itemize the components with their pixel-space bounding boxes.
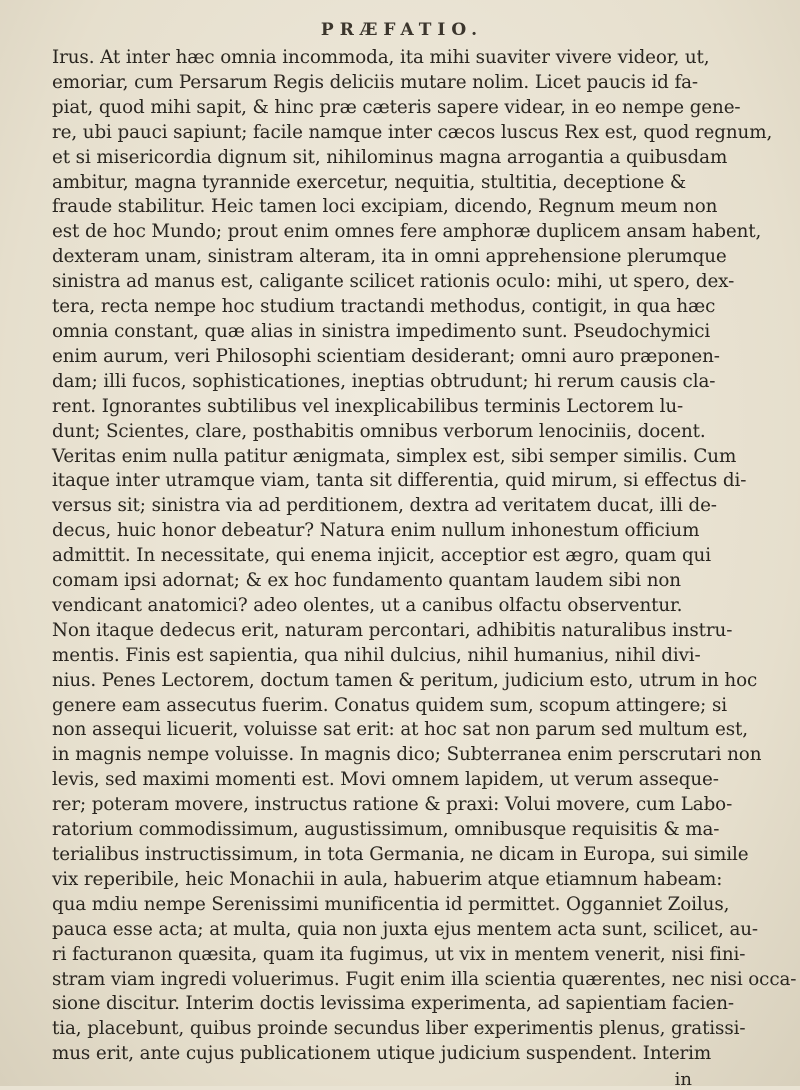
catchword: in bbox=[674, 1069, 692, 1090]
text-line: stram viam ingredi voluerimus. Fugit enim illa scientia quærentes, nec nisi occa- bbox=[52, 968, 797, 990]
text-line: versus sit; sinistra via ad perditionem, dextra ad veritatem ducat, illi de- bbox=[52, 495, 717, 517]
text-line: pauca esse acta; at multa, quia non juxta ejus mentem acta sunt, scilicet, au- bbox=[52, 918, 758, 940]
page-header: PRÆFATIO. bbox=[320, 20, 484, 40]
text-line: piat, quod mihi sapit, & hinc præ cæteris sapere videar, in eo nempe gene- bbox=[52, 96, 741, 118]
text-line: est de hoc Mundo; prout enim omnes fere amphoræ duplicem ansam habent, bbox=[52, 221, 762, 243]
text-line: rer; poteram movere, instructus ratione & praxi: Volui movere, cum Labo- bbox=[52, 794, 733, 816]
text-line: et si misericordia dignum sit, nihilominus magna arrogantia a quibusdam bbox=[52, 146, 728, 168]
text-line: levis, sed maximi momenti est. Movi omnem lapidem, ut verum assequе- bbox=[52, 769, 719, 791]
text-line: re, ubi pauci sapiunt; facile namque inter cæcos luscus Rex est, quod regnum, bbox=[52, 121, 773, 143]
text-line: ratorium commodissimum, augustissimum, omnibusque requisitis & ma- bbox=[52, 819, 720, 841]
text-line: tera, recta nempe hoc studium tractandi methodus, contigit, in qua hæc bbox=[52, 296, 716, 318]
text-line: admittit. In necessitate, qui enema injicit, acceptior est ægro, quam qui bbox=[52, 545, 711, 567]
text-line: Irus. At inter hæc omnia incommoda, ita mihi suaviter vivere videor, ut, bbox=[52, 47, 710, 68]
text-line: sione discitur. Interim doctis levissima experimenta, ad sapientiam facien- bbox=[52, 993, 734, 1015]
text-line: qua mdiu nempe Serenissimi munificentia id permittet. Ogganniet Zoilus, bbox=[52, 893, 730, 915]
text-line: in magnis nempe voluisse. In magnis dico; Subterranea enim perscrutari non bbox=[52, 744, 762, 766]
text-line: mus erit, ante cujus publicationem utique judicium suspendent. Interim bbox=[52, 1043, 712, 1065]
text-line: itaque inter utramque viam, tanta sit differentia, quid mirum, si effectus di- bbox=[52, 470, 747, 492]
text-line: mentis. Finis est sapientia, qua nihil dulcius, nihil humanius, nihil divi- bbox=[52, 644, 701, 666]
text-line: tia, placebunt, quibus proinde secundus liber experimentis plenus, gratissi- bbox=[52, 1018, 746, 1040]
text-line: Veritas enim nulla patitur ænigmata, simplex est, sibi semper similis. Cum bbox=[52, 445, 737, 467]
text-line: ri facturanon quæsita, quam ita fugimus, ut vix in mentem venerit, nisi fini- bbox=[52, 943, 746, 965]
body-text bbox=[52, 46, 797, 1067]
text-line: non assequi licuerit, voluisse sat erit: at hoc sat non parum sed multum est, bbox=[52, 719, 748, 741]
text-line: terialibus instructissimum, in tota Germania, ne dicam in Europa, sui simile bbox=[52, 844, 749, 865]
text-block bbox=[52, 20, 797, 1090]
text-line: fraude stabilitur. Heic tamen loci excipiam, dicendo, Regnum meum non bbox=[52, 196, 718, 218]
text-line: comam ipsi adornat; & ex hoc fundamento quantam laudem sibi non bbox=[52, 570, 681, 592]
text-line: genere eam assecutus fuerim. Conatus quidem sum, scopum attingere; si bbox=[52, 694, 727, 716]
text-line: vendicant anatomici? adeo olentes, ut a canibus olfactu observentur. bbox=[52, 594, 683, 616]
text-line: decus, huic honor debeatur? Natura enim nullum inhonestum officium bbox=[52, 520, 700, 542]
text-line: dam; illi fucos, sophisticationes, ineptias obtrudunt; hi rerum causis cla- bbox=[52, 370, 716, 392]
text-line: sinistra ad manus est, caligante scilicet rationis oculo: mihi, ut spero, dex- bbox=[52, 271, 735, 293]
text-line: vix reperibile, heic Monachii in aula, habuerim atque etiamnum habeam: bbox=[52, 868, 723, 890]
text-line: Non itaque dedecus erit, naturam percontari, adhibitis naturalibus instru- bbox=[52, 619, 733, 641]
text-line: dexteram unam, sinistram alteram, ita in omni apprehensione plerumque bbox=[52, 246, 727, 268]
text-line: enim aurum, veri Philosophi scientiam desiderant; omni auro præponen- bbox=[52, 345, 720, 367]
text-line: ambitur, magna tyrannide exercetur, nequitia, stultitia, deceptione & bbox=[52, 171, 687, 193]
text-line: omnia constant, quæ alias in sinistra impedimento sunt. Pseudochymici bbox=[52, 320, 711, 342]
text-line: rent. Ignorantes subtilibus vel inexplicabilibus terminis Lectorem lu- bbox=[52, 395, 684, 417]
text-line: nius. Penes Lectorem, doctum tamen & peritum, judicium esto, utrum in hoc bbox=[52, 669, 758, 691]
text-line: dunt; Scientes, clare, posthabitis omnibus verborum lenociniis, docent. bbox=[52, 420, 706, 442]
text-line: emoriar, cum Persarum Regis deliciis mutare nolim. Licet paucis id fa- bbox=[52, 71, 699, 93]
